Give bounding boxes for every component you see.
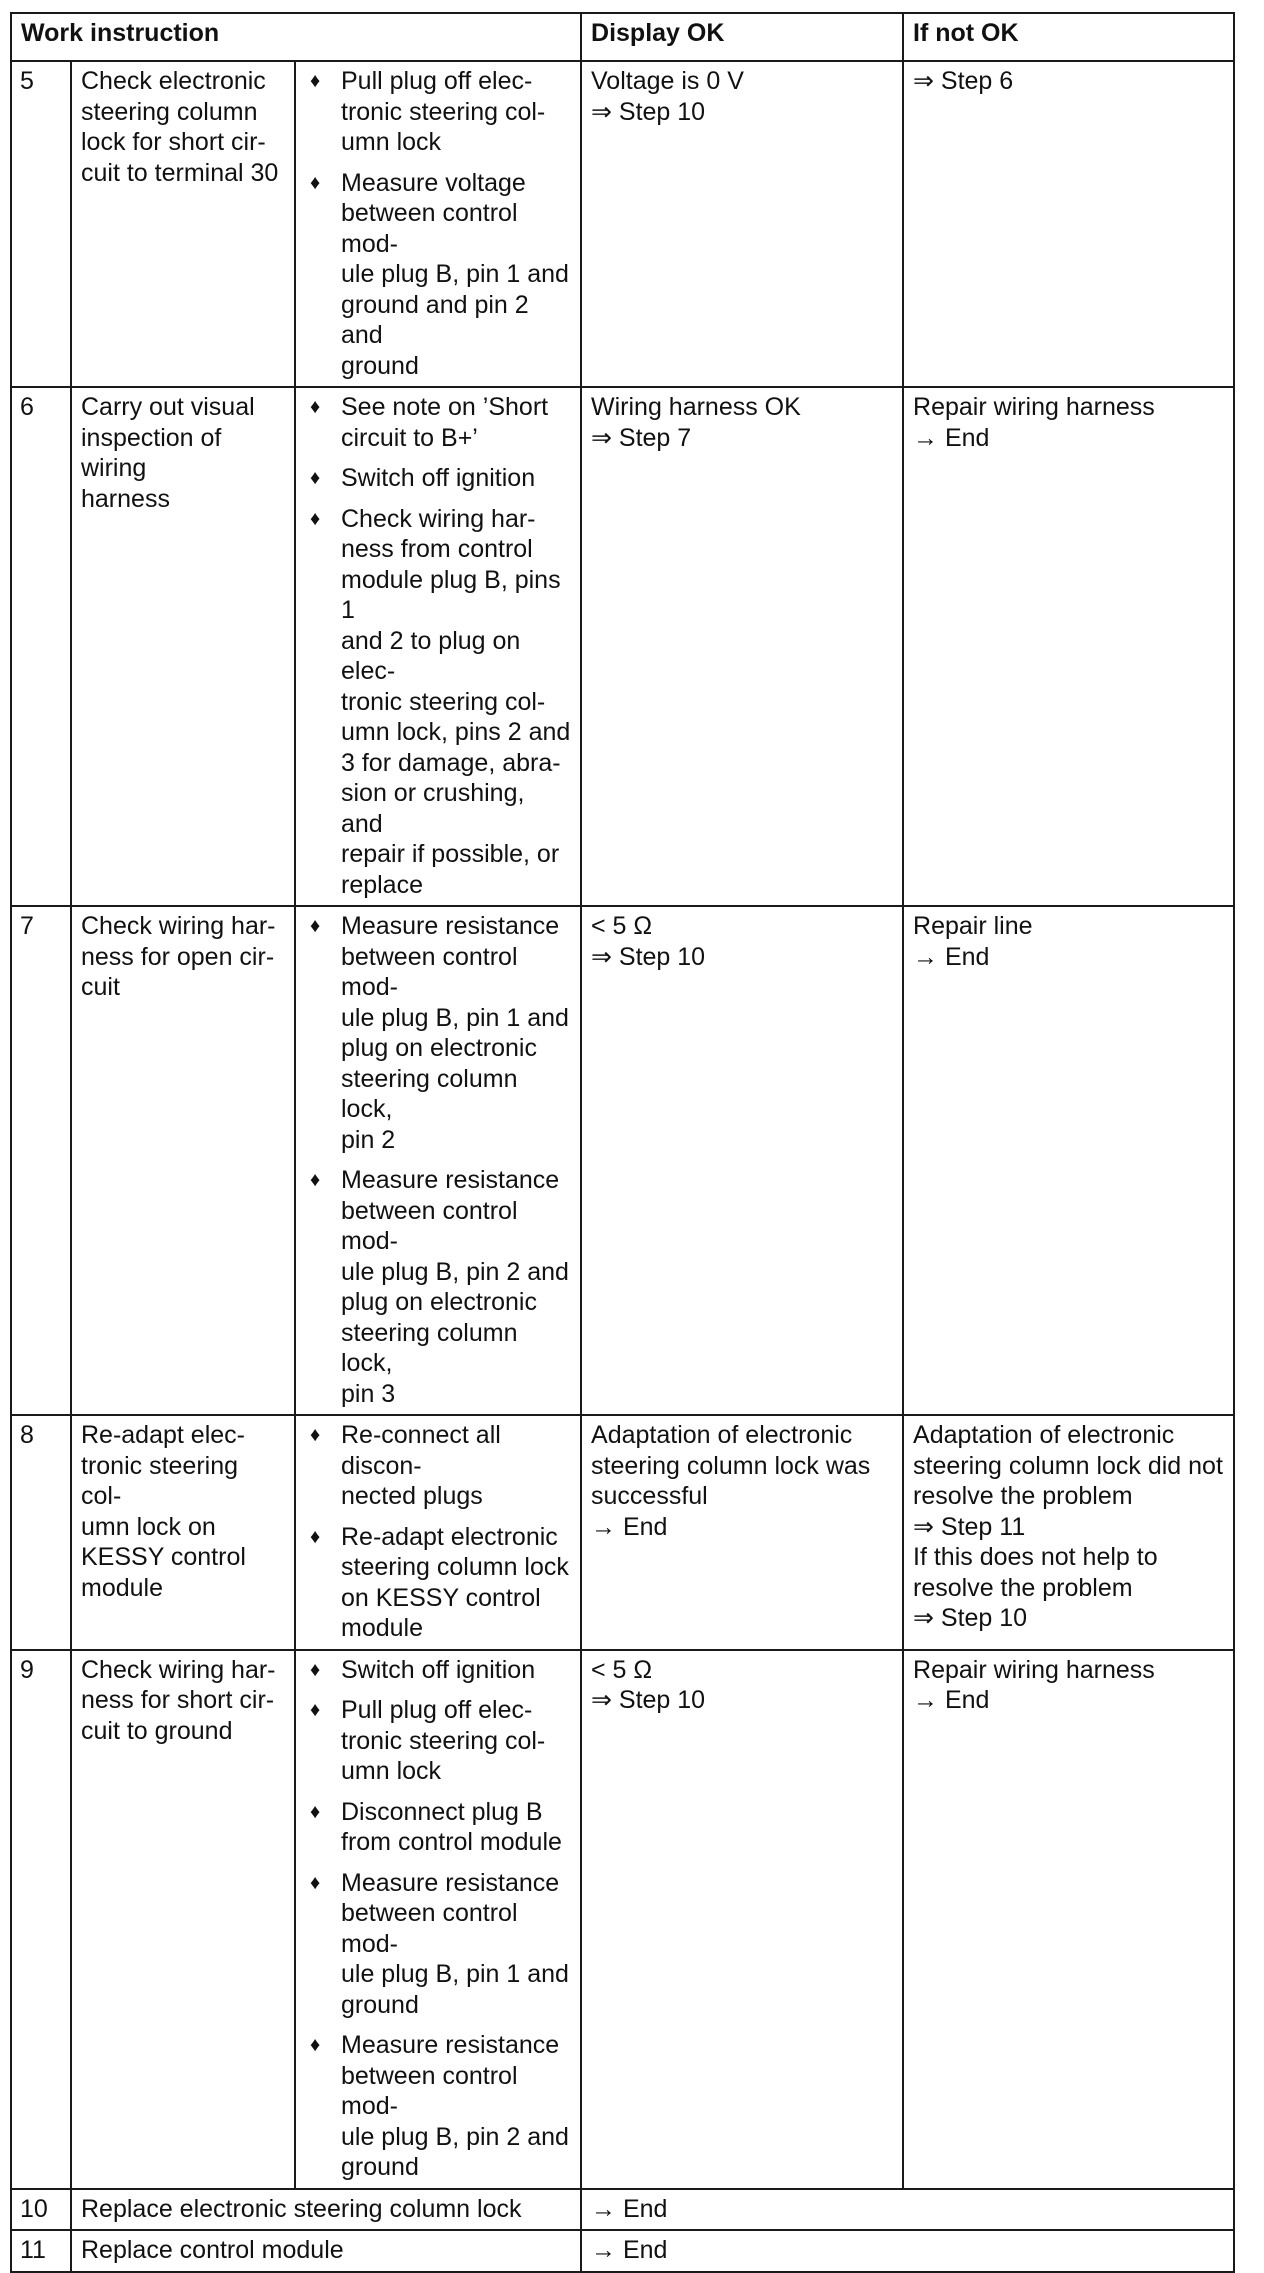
display-ok-cell <box>581 906 903 1415</box>
action-item <box>305 911 571 1155</box>
text-line: steering column lock did not <box>913 1451 1223 1480</box>
text-line: ule plug B, pin 2 and <box>341 1257 569 1286</box>
action-item <box>305 1695 571 1787</box>
diamond-bullet-icon: ♦ <box>310 2034 321 2056</box>
diamond-bullet-icon: ♦ <box>310 1169 321 1191</box>
step-number: 9 <box>11 1650 71 2189</box>
text-line: module plug B, pins 1 <box>341 565 561 624</box>
action-list <box>305 1420 571 1644</box>
text-line: ⇒ Step 10 <box>591 942 706 971</box>
actions-cell <box>295 61 581 387</box>
text-line: ule plug B, pin 1 and <box>341 260 569 288</box>
diamond-bullet-icon: ♦ <box>310 915 321 937</box>
action-list <box>305 1655 571 2183</box>
text-line: plug on electronic <box>341 1034 537 1062</box>
text-line: between control mod- <box>341 1196 518 1255</box>
action-item <box>305 463 571 494</box>
text-line: < 5 Ω <box>591 1655 653 1684</box>
header-display-ok: Display OK <box>581 13 903 61</box>
table-row <box>11 1415 1234 1650</box>
text-line: umn lock <box>341 128 442 156</box>
text-line: repair if possible, or <box>341 840 560 868</box>
text-line: pin 3 <box>341 1379 396 1408</box>
text-line: circuit to B+’ <box>341 423 478 452</box>
text-line: between control mod- <box>341 1899 518 1958</box>
text-line: Measure resistance <box>341 2031 560 2059</box>
text-line: 3 for damage, abra- <box>341 748 561 777</box>
action-item <box>305 1165 571 1409</box>
text-line: Disconnect plug B <box>341 1797 543 1826</box>
table-row <box>11 2189 1234 2231</box>
text-line: between control mod- <box>341 2061 518 2120</box>
text-line: ness for open cir- <box>81 942 275 971</box>
text-line: ule plug B, pin 2 and <box>341 2122 569 2151</box>
diamond-bullet-icon: ♦ <box>310 396 321 418</box>
action-item <box>305 392 571 453</box>
text-line: Measure voltage <box>341 168 526 197</box>
text-line: pin 2 <box>341 1125 396 1154</box>
text-line: harness <box>81 484 170 513</box>
text-line: ness for short cir- <box>81 1686 275 1714</box>
display-ok-cell <box>581 1415 903 1650</box>
instruction-cell <box>71 387 295 906</box>
text-line: Carry out visual <box>81 393 255 421</box>
header-if-not-ok: If not OK <box>903 13 1234 61</box>
if-not-ok-cell <box>903 906 1234 1415</box>
text-line: Repair wiring harness <box>913 393 1155 421</box>
text-line: Measure resistance <box>341 1868 560 1897</box>
text-line: < 5 Ω <box>591 912 653 940</box>
if-not-ok-cell <box>903 1650 1234 2189</box>
action-list <box>305 392 571 900</box>
header-work-instruction: Work instruction <box>11 13 581 61</box>
text-line: Repair line <box>913 912 1033 940</box>
text-line: tronic steering col- <box>341 687 546 716</box>
text-line: umn lock <box>341 1757 442 1785</box>
text-line: from control module <box>341 1828 562 1856</box>
text-line: Switch off ignition <box>341 1655 536 1684</box>
text-line: cuit <box>81 973 120 1001</box>
action-item <box>305 2030 571 2183</box>
text-line: If this does not help to <box>913 1543 1158 1571</box>
if-not-ok-cell <box>903 61 1234 387</box>
text-line: ule plug B, pin 1 and <box>341 1960 569 1988</box>
text-line: umn lock, pins 2 and <box>341 718 571 746</box>
work-instruction-table <box>10 12 1235 2273</box>
text-line: steering column lock <box>341 1553 569 1581</box>
diamond-bullet-icon: ♦ <box>310 1658 321 1681</box>
text-line: module <box>341 1614 423 1642</box>
diamond-bullet-icon: ♦ <box>310 70 321 92</box>
text-line: Voltage is 0 V <box>591 67 744 95</box>
text-line: Re-adapt elec- <box>81 1421 245 1449</box>
text-line: ule plug B, pin 1 and <box>341 1003 569 1032</box>
text-line: inspection of wiring <box>81 423 222 482</box>
action-list <box>305 66 571 381</box>
text-line: tronic steering col- <box>81 1451 239 1510</box>
table-body <box>11 61 1234 2272</box>
text-line: Adaptation of electronic <box>913 1421 1175 1449</box>
step-number: 5 <box>11 61 71 387</box>
text-line: See note on ’Short <box>341 393 549 421</box>
text-line: cuit to terminal 30 <box>81 158 279 187</box>
text-line: → End <box>913 942 990 971</box>
diamond-bullet-icon: ♦ <box>310 467 321 489</box>
diamond-bullet-icon: ♦ <box>310 1699 321 1721</box>
text-line: sion or crushing, and <box>341 779 525 838</box>
actions-cell <box>295 1415 581 1650</box>
text-line: Check wiring har- <box>81 1655 276 1684</box>
diamond-bullet-icon: ♦ <box>310 1424 321 1446</box>
step-number: 7 <box>11 906 71 1415</box>
instruction-cell <box>71 1415 295 1650</box>
text-line: cuit to ground <box>81 1716 233 1745</box>
text-line: → End <box>913 423 990 452</box>
text-line: Wiring harness OK <box>591 393 801 421</box>
text-line: Pull plug off elec- <box>341 67 533 95</box>
display-ok-cell <box>581 61 903 387</box>
text-line: steering column lock, <box>341 1318 518 1377</box>
display-ok-cell: → End <box>581 2189 1234 2231</box>
text-line: → End <box>913 1686 990 1714</box>
instruction-cell <box>71 906 295 1415</box>
step-number: 10 <box>11 2189 71 2231</box>
instruction-cell: Replace control module <box>71 2230 581 2272</box>
text-line: plug on electronic <box>341 1288 537 1316</box>
text-line: Repair wiring harness <box>913 1655 1155 1684</box>
text-line: successful <box>591 1482 708 1510</box>
text-line: ground <box>341 1990 419 2019</box>
action-item <box>305 168 571 382</box>
text-line: tronic steering col- <box>341 1726 546 1755</box>
text-line: module <box>81 1573 163 1602</box>
if-not-ok-cell <box>903 387 1234 906</box>
text-line: Check wiring har- <box>341 504 536 533</box>
display-ok-cell: → End <box>581 2230 1234 2272</box>
text-line: replace <box>341 870 423 899</box>
action-item <box>305 66 571 158</box>
text-line: tronic steering col- <box>341 97 546 126</box>
table-row <box>11 61 1234 387</box>
table-row <box>11 906 1234 1415</box>
text-line: ⇒ Step 10 <box>913 1604 1028 1632</box>
text-line: on KESSY control <box>341 1583 541 1612</box>
diamond-bullet-icon: ♦ <box>310 507 321 530</box>
step-number: 8 <box>11 1415 71 1650</box>
text-line: and 2 to plug on elec- <box>341 626 521 685</box>
action-list <box>305 911 571 1409</box>
text-line: ground and pin 2 and <box>341 290 529 349</box>
table-row <box>11 1650 1234 2189</box>
text-line: ⇒ Step 11 <box>913 1512 1026 1541</box>
action-item <box>305 1522 571 1644</box>
text-line: ⇒ Step 10 <box>591 97 706 126</box>
text-line: umn lock on <box>81 1512 216 1541</box>
text-line: → End <box>591 1512 668 1541</box>
text-line: steering column lock was <box>591 1451 871 1480</box>
text-line: ground <box>341 2153 419 2181</box>
instruction-cell: Replace electronic steering column lock <box>71 2189 581 2231</box>
text-line: steering column <box>81 97 258 126</box>
text-line: Switch off ignition <box>341 464 536 492</box>
text-line: Measure resistance <box>341 1166 560 1194</box>
instruction-cell <box>71 1650 295 2189</box>
action-item <box>305 1655 571 1686</box>
actions-cell <box>295 906 581 1415</box>
text-line: steering column lock, <box>341 1064 518 1123</box>
text-line: ⇒ Step 7 <box>591 423 692 452</box>
text-line: between control mod- <box>341 942 518 1001</box>
table-row <box>11 2230 1234 2272</box>
text-line: ground <box>341 351 419 380</box>
actions-cell <box>295 387 581 906</box>
text-line: KESSY control <box>81 1543 246 1571</box>
if-not-ok-cell <box>903 1415 1234 1650</box>
table-row <box>11 387 1234 906</box>
step-number: 11 <box>11 2230 71 2272</box>
action-item <box>305 1797 571 1858</box>
text-line: nected plugs <box>341 1482 483 1510</box>
diamond-bullet-icon: ♦ <box>310 1525 321 1548</box>
actions-cell <box>295 1650 581 2189</box>
step-number: 6 <box>11 387 71 906</box>
action-item <box>305 504 571 901</box>
display-ok-cell <box>581 1650 903 2189</box>
text-line: resolve the problem <box>913 1482 1133 1510</box>
table-header-row <box>11 13 1234 61</box>
action-item <box>305 1420 571 1512</box>
text-line: Measure resistance <box>341 912 560 940</box>
display-ok-cell <box>581 387 903 906</box>
text-line: Adaptation of electronic <box>591 1421 853 1449</box>
action-item <box>305 1868 571 2021</box>
text-line: ness from control <box>341 535 533 563</box>
text-line: lock for short cir- <box>81 128 266 156</box>
text-line: Pull plug off elec- <box>341 1696 533 1724</box>
diamond-bullet-icon: ♦ <box>310 171 321 194</box>
text-line: ⇒ Step 10 <box>591 1686 706 1714</box>
text-line: Check electronic <box>81 67 266 95</box>
instruction-cell <box>71 61 295 387</box>
text-line: resolve the problem <box>913 1573 1133 1602</box>
text-line: between control mod- <box>341 199 518 258</box>
text-line: Re-adapt electronic <box>341 1522 558 1551</box>
text-line: Check wiring har- <box>81 912 276 940</box>
text-line: Re-connect all discon- <box>341 1421 501 1480</box>
diamond-bullet-icon: ♦ <box>310 1871 321 1894</box>
text-line: ⇒ Step 6 <box>913 67 1014 95</box>
diamond-bullet-icon: ♦ <box>310 1800 321 1823</box>
